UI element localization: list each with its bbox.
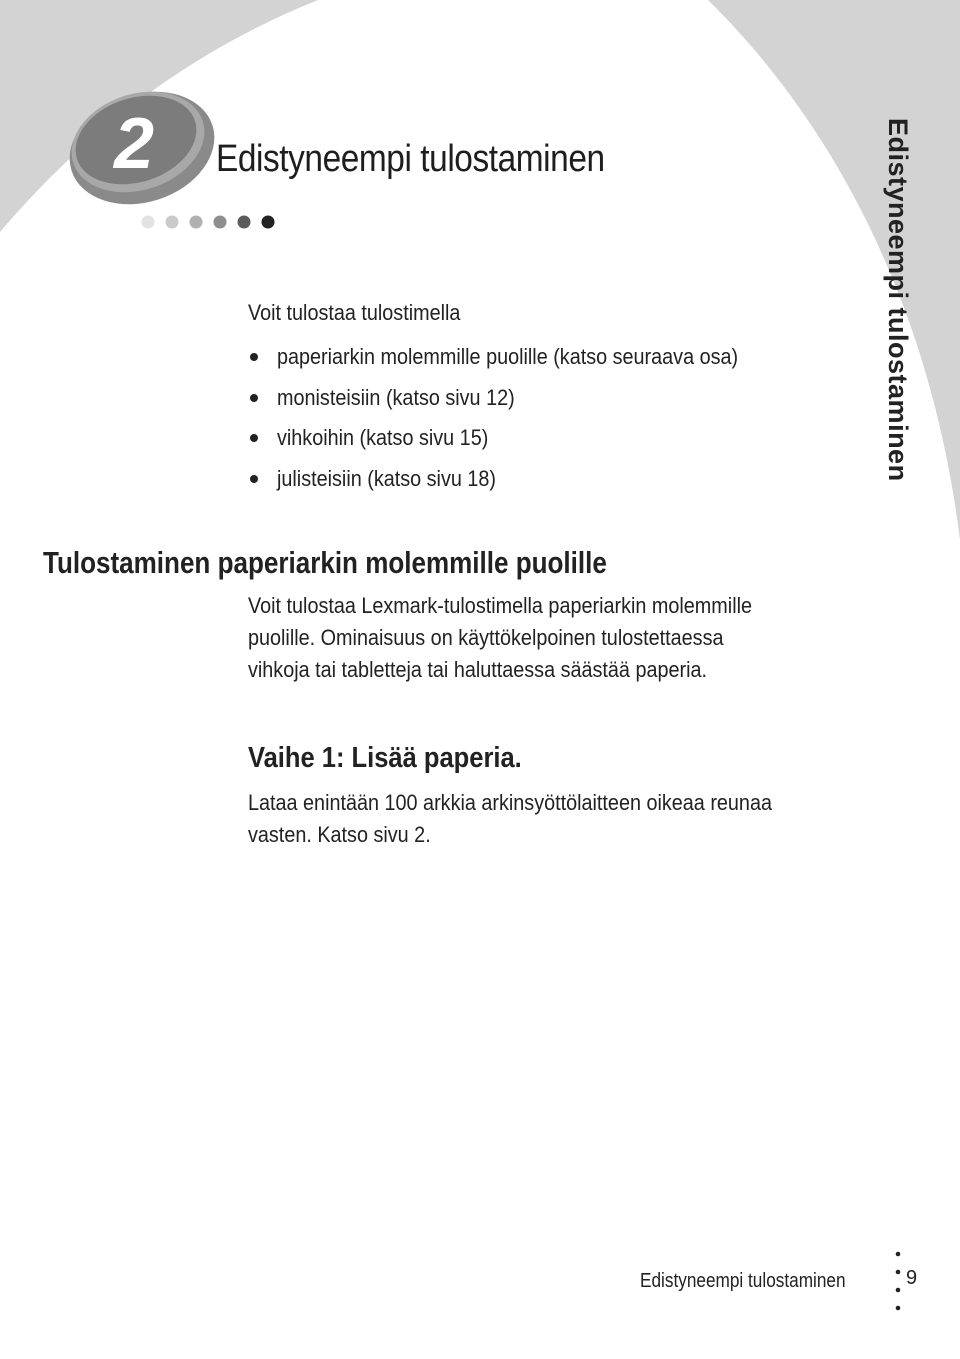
list-item: julisteisiin (katso sivu 18) bbox=[248, 464, 789, 505]
step-heading: Vaihe 1: Lisää paperia. bbox=[248, 742, 522, 774]
bullet-icon bbox=[250, 353, 258, 361]
section-paragraph bbox=[248, 590, 808, 686]
footer-dots bbox=[894, 1250, 902, 1316]
bullet-icon bbox=[250, 434, 258, 442]
step-paragraph bbox=[248, 787, 830, 851]
paragraph-line: Voit tulostaa Lexmark-tulostimella paperiarkin molemmille bbox=[248, 593, 753, 618]
bullet-icon bbox=[250, 475, 258, 483]
footer-chapter-title: Edistyneempi tulostaminen bbox=[640, 1270, 846, 1292]
list-item: monisteisiin (katso sivu 12) bbox=[248, 383, 789, 424]
list-item: vihkoihin (katso sivu 15) bbox=[248, 423, 789, 464]
paragraph-line: puolille. Ominaisuus on käyttökelpoinen tulostettaessa bbox=[248, 625, 724, 650]
side-chapter-title: Edistyneempi tulostaminen bbox=[883, 118, 913, 482]
chapter-badge bbox=[64, 78, 220, 208]
paragraph-line: vihkoja tai tabletteja tai haluttaessa säästää paperia. bbox=[248, 657, 707, 682]
intro-text: Voit tulostaa tulostimella bbox=[248, 300, 461, 325]
section-heading: Tulostaminen paperiarkin molemmille puolille bbox=[43, 545, 607, 580]
chapter-title: Edistyneempi tulostaminen bbox=[216, 138, 605, 180]
bullet-icon bbox=[250, 394, 258, 402]
paragraph-line: Lataa enintään 100 arkkia arkinsyöttölaitteen oikeaa reunaa bbox=[248, 790, 772, 815]
feature-list bbox=[248, 342, 789, 504]
paragraph-line: vasten. Katso sivu 2. bbox=[248, 822, 431, 847]
chapter-number: 2 bbox=[114, 104, 155, 184]
page-number: 9 bbox=[906, 1267, 918, 1289]
list-item: paperiarkin molemmille puolille (katso seuraava osa) bbox=[248, 342, 789, 383]
decorative-dots bbox=[138, 210, 288, 234]
